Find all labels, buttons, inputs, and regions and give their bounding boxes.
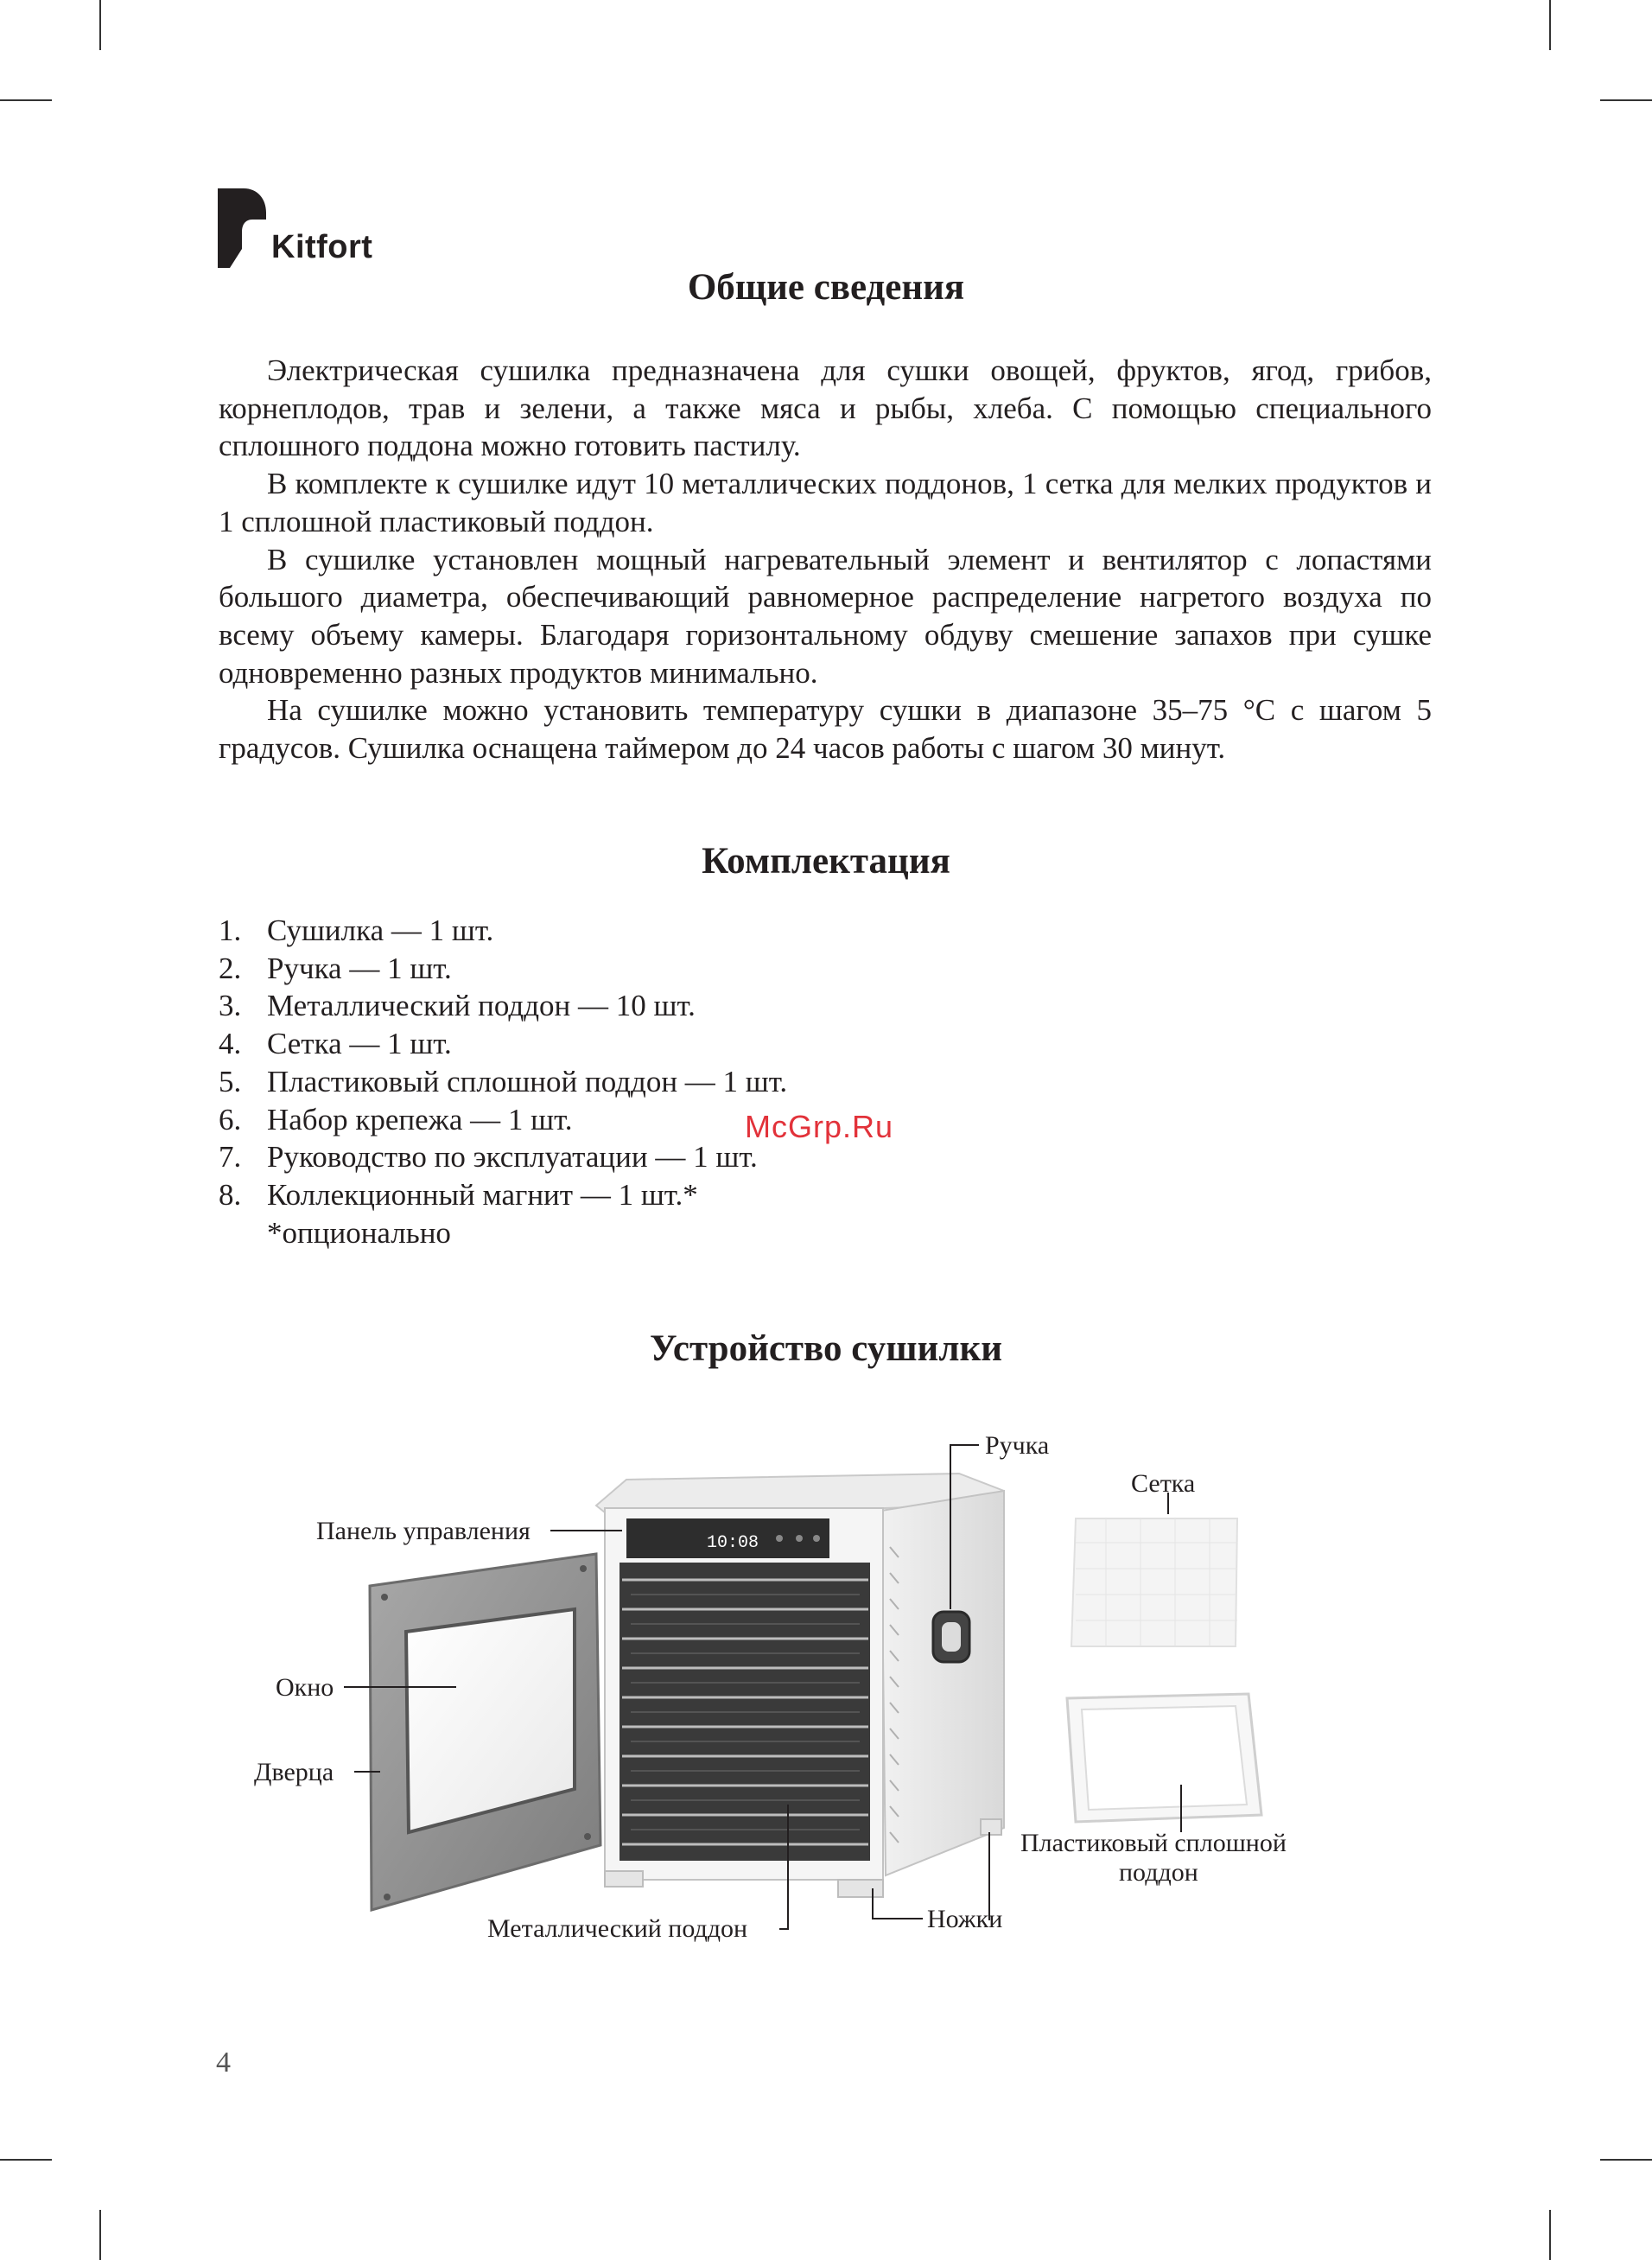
foot	[838, 1880, 883, 1897]
watermark: McGrp.Ru	[745, 1109, 894, 1144]
kitfort-logo-icon	[218, 188, 266, 268]
side-handle-grip	[942, 1622, 961, 1652]
brand-logo	[218, 188, 372, 268]
crop-mark	[0, 2159, 52, 2161]
page-number: 4	[216, 2047, 231, 2079]
list-item: 2. Ручка — 1 шт.	[219, 951, 452, 985]
label-mesh: Сетка	[1131, 1469, 1196, 1498]
crop-mark	[1600, 2159, 1652, 2161]
list-item: 1. Сушилка — 1 шт.	[219, 914, 494, 947]
door-screw	[584, 1833, 591, 1840]
label-handle: Ручка	[985, 1431, 1050, 1460]
plastic-tray-inner	[1082, 1706, 1247, 1810]
cabinet-side	[881, 1491, 1004, 1875]
dehydrator-diagram	[0, 1409, 1652, 1962]
general-body	[219, 352, 1432, 767]
label-metal-tray: Металлический поддон	[487, 1914, 748, 1943]
list-item: 5. Пластиковый сплошной поддон — 1 шт.	[219, 1064, 788, 1098]
paragraph: В комплекте к сушилке идут 10 металлических поддонов, 1 сетка для мелких продуктов и 1 сплошной пластиковый поддон.	[219, 467, 1432, 538]
label-plastic-tray-line1: Пластиковый сплошной	[1020, 1829, 1287, 1857]
door-screw	[384, 1894, 391, 1900]
control-button	[813, 1535, 820, 1542]
list-item: 6. Набор крепежа — 1 шт.	[219, 1102, 573, 1136]
crop-mark	[99, 2210, 101, 2260]
door-screw	[580, 1565, 587, 1572]
crop-mark	[1549, 0, 1551, 50]
paragraph: Электрическая сушилка предназначена для сушки овощей, фруктов, ягод, грибов, корнеплодов, трав и зелени, а также мяса и рыбы, хлеба. С помощью специального сплошного поддона можно готовить пастилу.	[219, 353, 1432, 463]
label-window: Окно	[276, 1673, 334, 1702]
section-title-contents: Комплектация	[702, 841, 950, 882]
section-title-device: Устройство сушилки	[650, 1328, 1002, 1369]
section-title-general: Общие сведения	[687, 267, 965, 308]
crop-mark	[1549, 2210, 1551, 2260]
label-control-panel: Панель управления	[316, 1517, 531, 1545]
list-item: 3. Металлический поддон — 10 шт.	[219, 989, 696, 1023]
foot	[981, 1819, 1001, 1835]
crop-mark	[99, 0, 101, 50]
control-button	[776, 1535, 783, 1542]
list-item: 4. Сетка — 1 шт.	[219, 1027, 452, 1061]
list-item: 7. Руководство по эксплуатации — 1 шт.	[219, 1140, 758, 1175]
mesh-accessory	[1071, 1518, 1237, 1646]
label-plastic-tray-line2: поддон	[1119, 1858, 1198, 1887]
display-readout: 10:08	[707, 1533, 759, 1553]
control-button	[796, 1535, 803, 1542]
paragraph: В сушилке установлен мощный нагревательный элемент и вентилятор с лопастями большого диаметра, обеспечивающий равномерное распределение нагретого воздуха по всему объему камеры. Благодаря горизонтальному обдуву смешение запахов при сушке одновременно разных продуктов минимально.	[219, 542, 1432, 690]
crop-mark	[1600, 99, 1652, 101]
label-door: Дверца	[254, 1758, 334, 1786]
foot	[605, 1871, 643, 1887]
door-screw	[381, 1594, 388, 1601]
paragraph: На сушилке можно установить температуру сушки в диапазоне 35–75 °C с шагом 5 градусов. Сушилка оснащена таймером до 24 часов работы с шагом 30 минут.	[219, 693, 1432, 766]
contents-list	[219, 912, 787, 1251]
brand-name: Kitfort	[271, 229, 373, 265]
list-item: 8. Коллекционный магнит — 1 шт.*	[219, 1177, 698, 1212]
footnote: *опционально	[267, 1215, 451, 1250]
label-legs: Ножки	[927, 1905, 1003, 1933]
crop-mark	[0, 99, 52, 101]
